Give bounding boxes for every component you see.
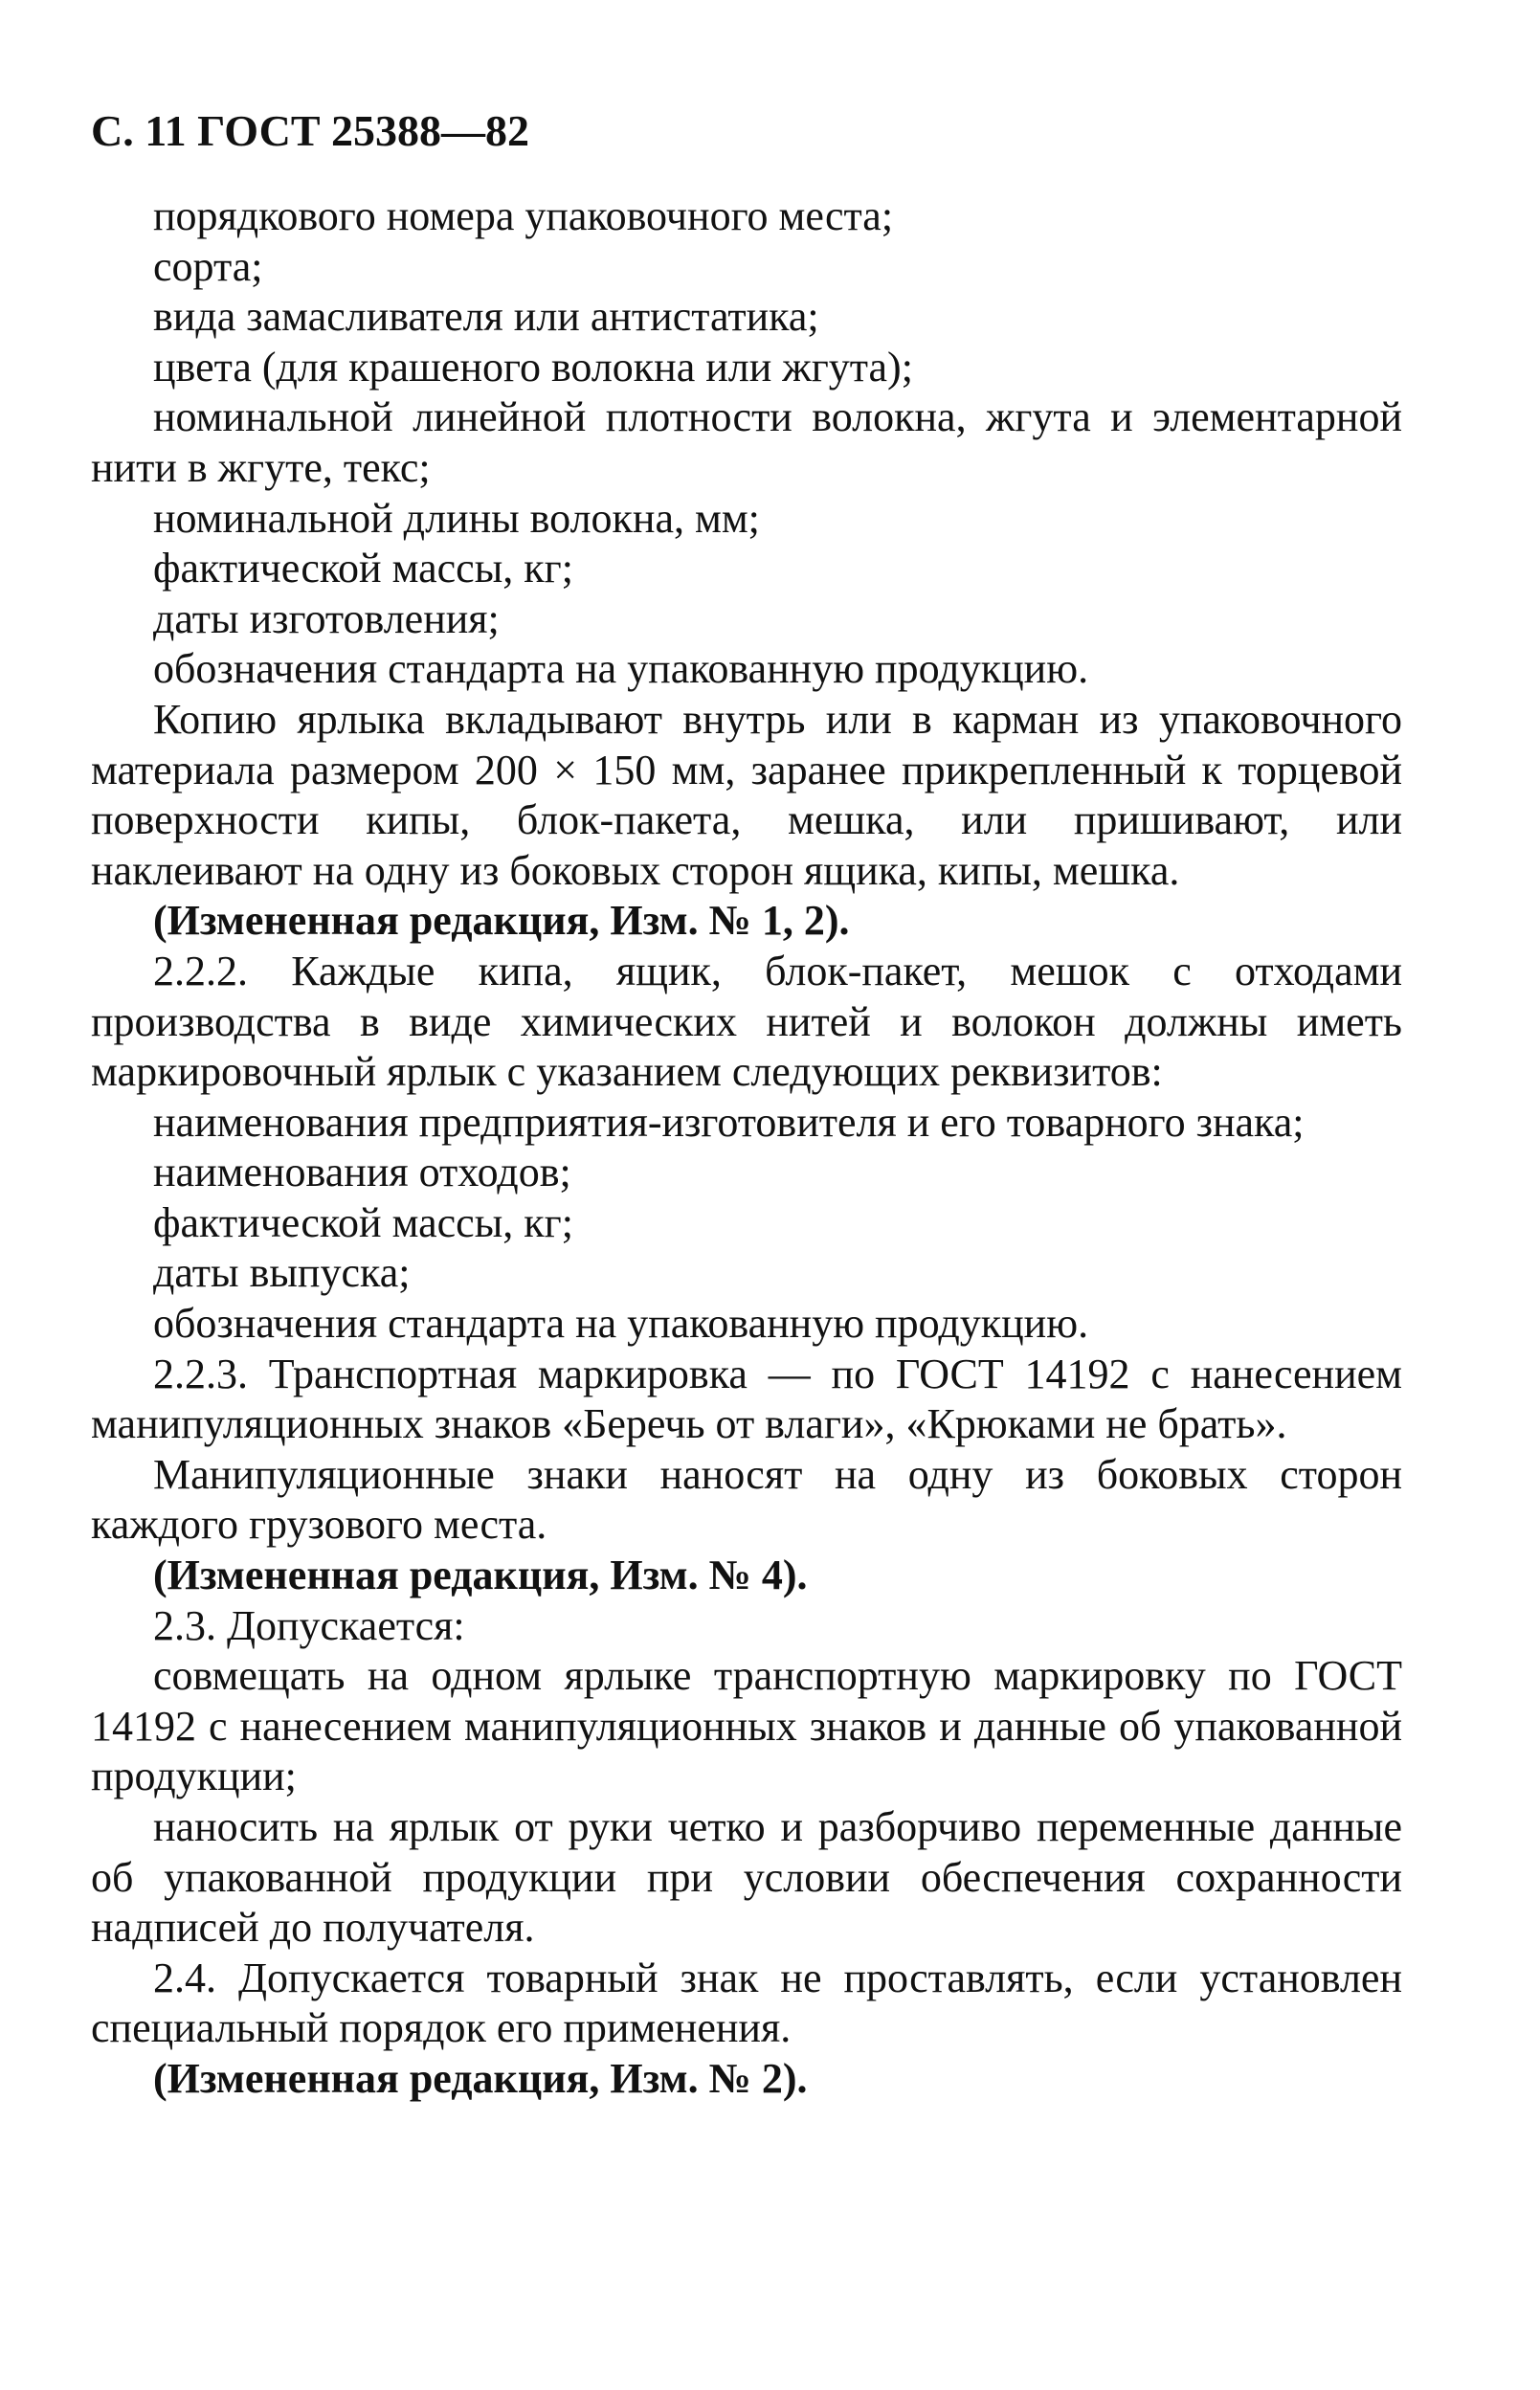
list-item: цвета (для крашеного волокна или жгута); bbox=[153, 343, 913, 391]
document-body bbox=[91, 191, 1402, 2105]
list-item: даты выпуска; bbox=[153, 1249, 411, 1297]
page-header: С. 11 ГОСТ 25388—82 bbox=[91, 106, 530, 155]
amendment-note: (Измененная редакция, Изм. № 4). bbox=[153, 1552, 808, 1599]
list-item: номинальной длины волокна, мм; bbox=[153, 494, 760, 542]
paragraph: Манипуляционные знаки наносят на одну из боковых сторон каждого грузового места. bbox=[91, 1450, 1402, 1549]
list-item: фактической массы, кг; bbox=[153, 545, 573, 592]
list-item: сорта; bbox=[153, 242, 263, 290]
amendment-note: (Измененная редакция, Изм. № 2). bbox=[153, 2054, 808, 2102]
paragraph: Копию ярлыка вкладывают внутрь или в карман из упаковочного материала размером 200 × 150 мм, заранее прикрепленный к торцевой поверхности кипы, блок-пакета, мешка, или пришивают, или наклеивают на одну из боковых сторон ящика, кипы, мешка. bbox=[91, 695, 1402, 894]
paragraph: 2.4. Допускается товарный знак не проставлять, если установлен специальный порядок его применения. bbox=[91, 1954, 1402, 2052]
list-item: обозначения стандарта на упакованную продукцию. bbox=[153, 645, 1089, 693]
list-item: номинальной линейной плотности волокна, жгута и элементарной нити в жгуте, текс; bbox=[91, 393, 1402, 491]
paragraph: 2.3. Допускается: bbox=[153, 1601, 465, 1649]
list-item: обозначения стандарта на упакованную продукцию. bbox=[153, 1300, 1089, 1348]
list-item: вида замасливателя или антистатика; bbox=[153, 293, 819, 341]
list-item: наименования предприятия-изготовителя и его товарного знака; bbox=[153, 1098, 1305, 1146]
list-item: совмещать на одном ярлыке транспортную маркировку по ГОСТ 14192 с нанесением манипуляционных знаков и данные об упакованной продукции; bbox=[91, 1652, 1402, 1800]
list-item: наименования отходов; bbox=[153, 1149, 571, 1196]
paragraph: 2.2.3. Транспортная маркировка — по ГОСТ 14192 с нанесением манипуляционных знаков «Беречь от влаги», «Крюками не брать». bbox=[91, 1350, 1402, 1448]
amendment-note: (Измененная редакция, Изм. № 1, 2). bbox=[153, 897, 850, 945]
paragraph: 2.2.2. Каждые кипа, ящик, блок-пакет, мешок с отходами производства в виде химических нитей и волокон должны иметь маркировочный ярлык с указанием следующих реквизитов: bbox=[91, 947, 1402, 1096]
list-item: порядкового номера упаковочного места; bbox=[153, 192, 894, 239]
list-item: наносить на ярлык от руки четко и разборчиво переменные данные об упакованной продукции при условии обеспечения сохранности надписей до получателя. bbox=[91, 1803, 1402, 1952]
list-item: даты изготовления; bbox=[153, 594, 500, 642]
list-item: фактической массы, кг; bbox=[153, 1198, 573, 1246]
